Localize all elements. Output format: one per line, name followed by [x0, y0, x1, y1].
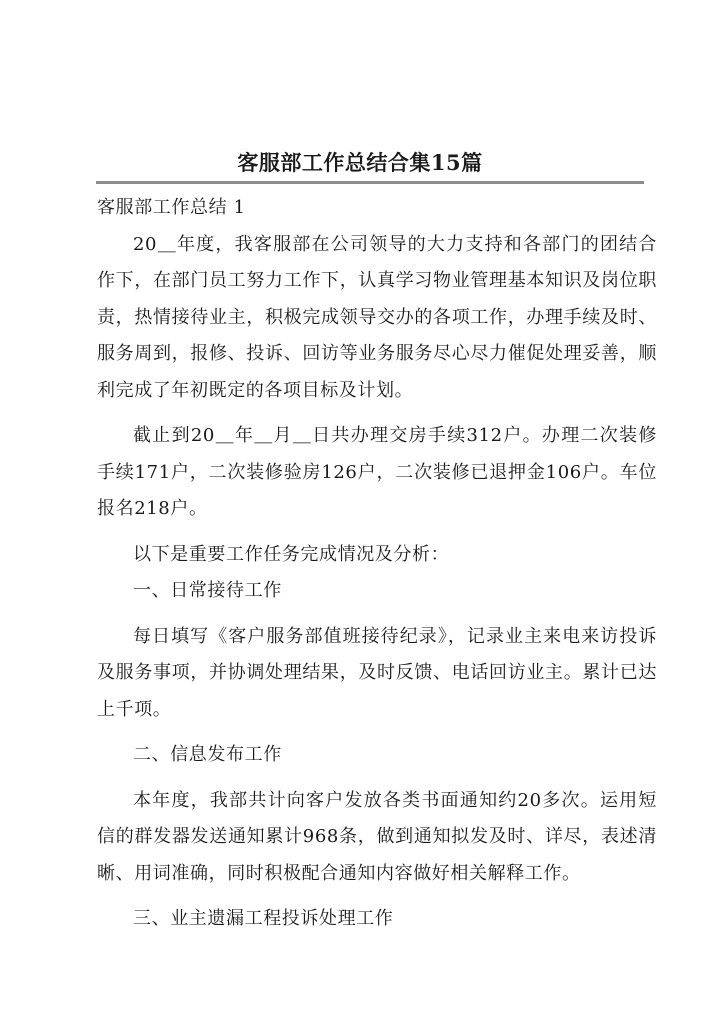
paragraph-daily-reception: 每日填写《客户服务部值班接待纪录》，记录业主来电来访投诉及服务事项，并协调处理结果，及时反馈、电话回访业主。累计已达上千项。 — [97, 625, 657, 720]
subheading-complaint-handling: 三、业主遗漏工程投诉处理工作 — [133, 908, 394, 929]
section-heading: 客服部工作总结 1 — [97, 197, 246, 218]
paragraph-intro: 20＿年度，我客服部在公司领导的大力支持和各部门的团结合作下，在部门员工努力工作下，认真学习物业管理基本知识及岗位职责，热情接待业主，积极完成领导交办的各项工作，办理手续及时、服务周到，报修、投诉、回访等业务服务尽心尽力催促处理妥善，顺利完成了年初既定的各项目标及计划。 — [97, 233, 657, 401]
title-underline — [96, 181, 644, 184]
paragraph-information-release: 本年度，我部共计向客户发放各类书面通知约20多次。运用短信的群发器发送通知累计968条，做到通知拟发及时、详尽，表述清晰、用词准确，同时积极配合通知内容做好相关解释工作。 — [97, 789, 657, 884]
document-body — [97, 190, 657, 938]
paragraph-analysis-lead: 以下是重要工作任务完成情况及分析： — [133, 543, 450, 565]
subheading-daily-reception: 一、日常接待工作 — [133, 580, 282, 601]
document-title: 客服部工作总结合集15篇 — [237, 150, 483, 175]
paragraph-statistics: 截止到20＿年＿月＿日共办理交房手续312户。办理二次装修手续171户，二次装修验房126户，二次装修已退押金106户。车位报名218户。 — [97, 425, 657, 519]
subheading-information-release: 二、信息发布工作 — [133, 744, 282, 765]
